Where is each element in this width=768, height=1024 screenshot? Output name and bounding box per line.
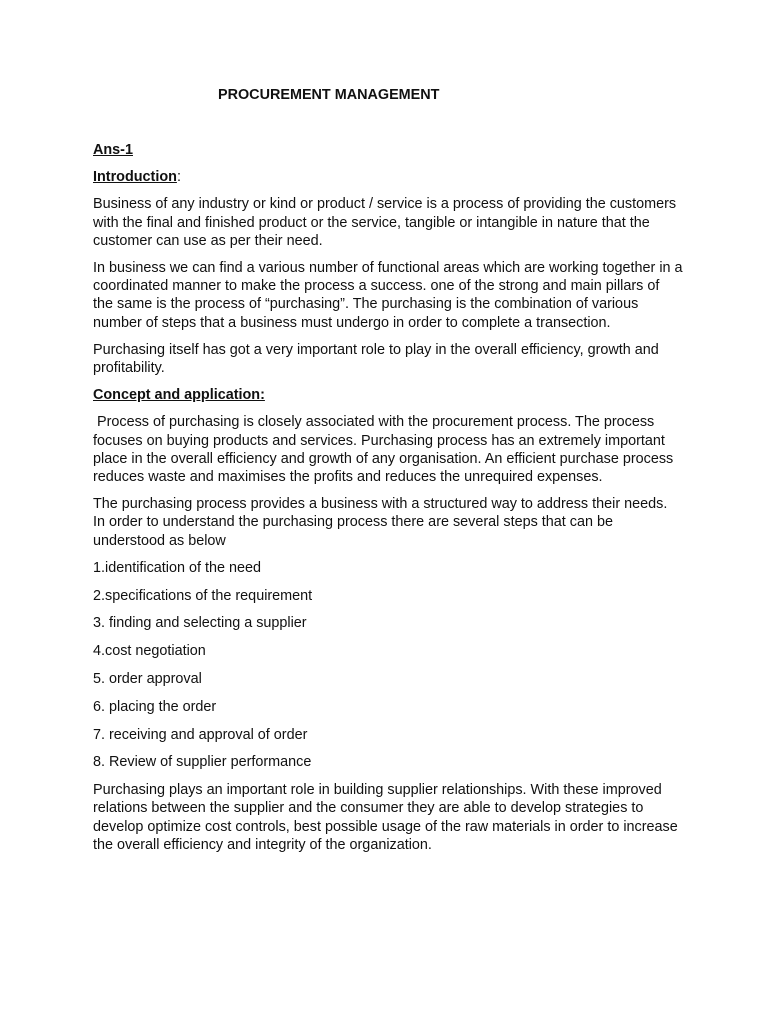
closing-paragraph: Purchasing plays an important role in building supplier relationships. With these improved relations between the supplier and the consumer they are able to develop strategies to develop optimize cost controls, best possible usage of the raw materials in order to increase the overall efficiency and integrity of the organization. [93, 782, 678, 853]
concept-paragraph-1: Process of purchasing is closely associated with the procurement process. The process focuses on buying products and services. Purchasing process has an extremely important place in the overall efficiency and growth of any organisation. An efficient purchase process reduces waste and maximises the profits and reduces the unrequired expenses. [93, 414, 678, 486]
document-title: PROCUREMENT MANAGEMENT [214, 87, 440, 103]
introduction-colon: : [176, 169, 181, 186]
introduction-heading [93, 168, 683, 186]
list-item: 7. receiving and approval of order [93, 726, 308, 743]
list-item: 5. order approval [93, 671, 202, 688]
concept-heading: Concept and application: [93, 387, 265, 404]
introduction-label: Introduction [93, 169, 177, 186]
list-item: 1.identification of the need [93, 559, 262, 576]
list-item: 3. finding and selecting a supplier [93, 615, 307, 632]
list-item: 8. Review of supplier performance [93, 754, 312, 771]
answer-label: Ans-1 [93, 142, 133, 158]
list-item: 6. placing the order [93, 698, 217, 715]
list-item: 2.specifications of the requirement [93, 587, 313, 604]
intro-paragraph-1: Business of any industry or kind or product / service is a process of providing the customers with the final and finished product or the service, tangible or intangible in nature that the customer can use as per their need. [93, 196, 677, 249]
concept-paragraph-2: The purchasing process provides a business with a structured way to address their needs. In order to understand the purchasing process there are several steps that can be understood as below [93, 496, 668, 549]
list-item: 4.cost negotiation [93, 643, 206, 660]
intro-paragraph-3: Purchasing itself has got a very important role to play in the overall efficiency, growth and profitability. [93, 341, 659, 377]
intro-paragraph-2: In business we can find a various number of functional areas which are working together in a coordinated manner to make the process a success. one of the strong and main pillars of the same is the process of “purchasing”. The purchasing is the combination of various number of steps that a business must undergo in order to complete a transection. [93, 260, 683, 331]
purchasing-steps-list [93, 559, 683, 772]
document-body [93, 86, 683, 863]
